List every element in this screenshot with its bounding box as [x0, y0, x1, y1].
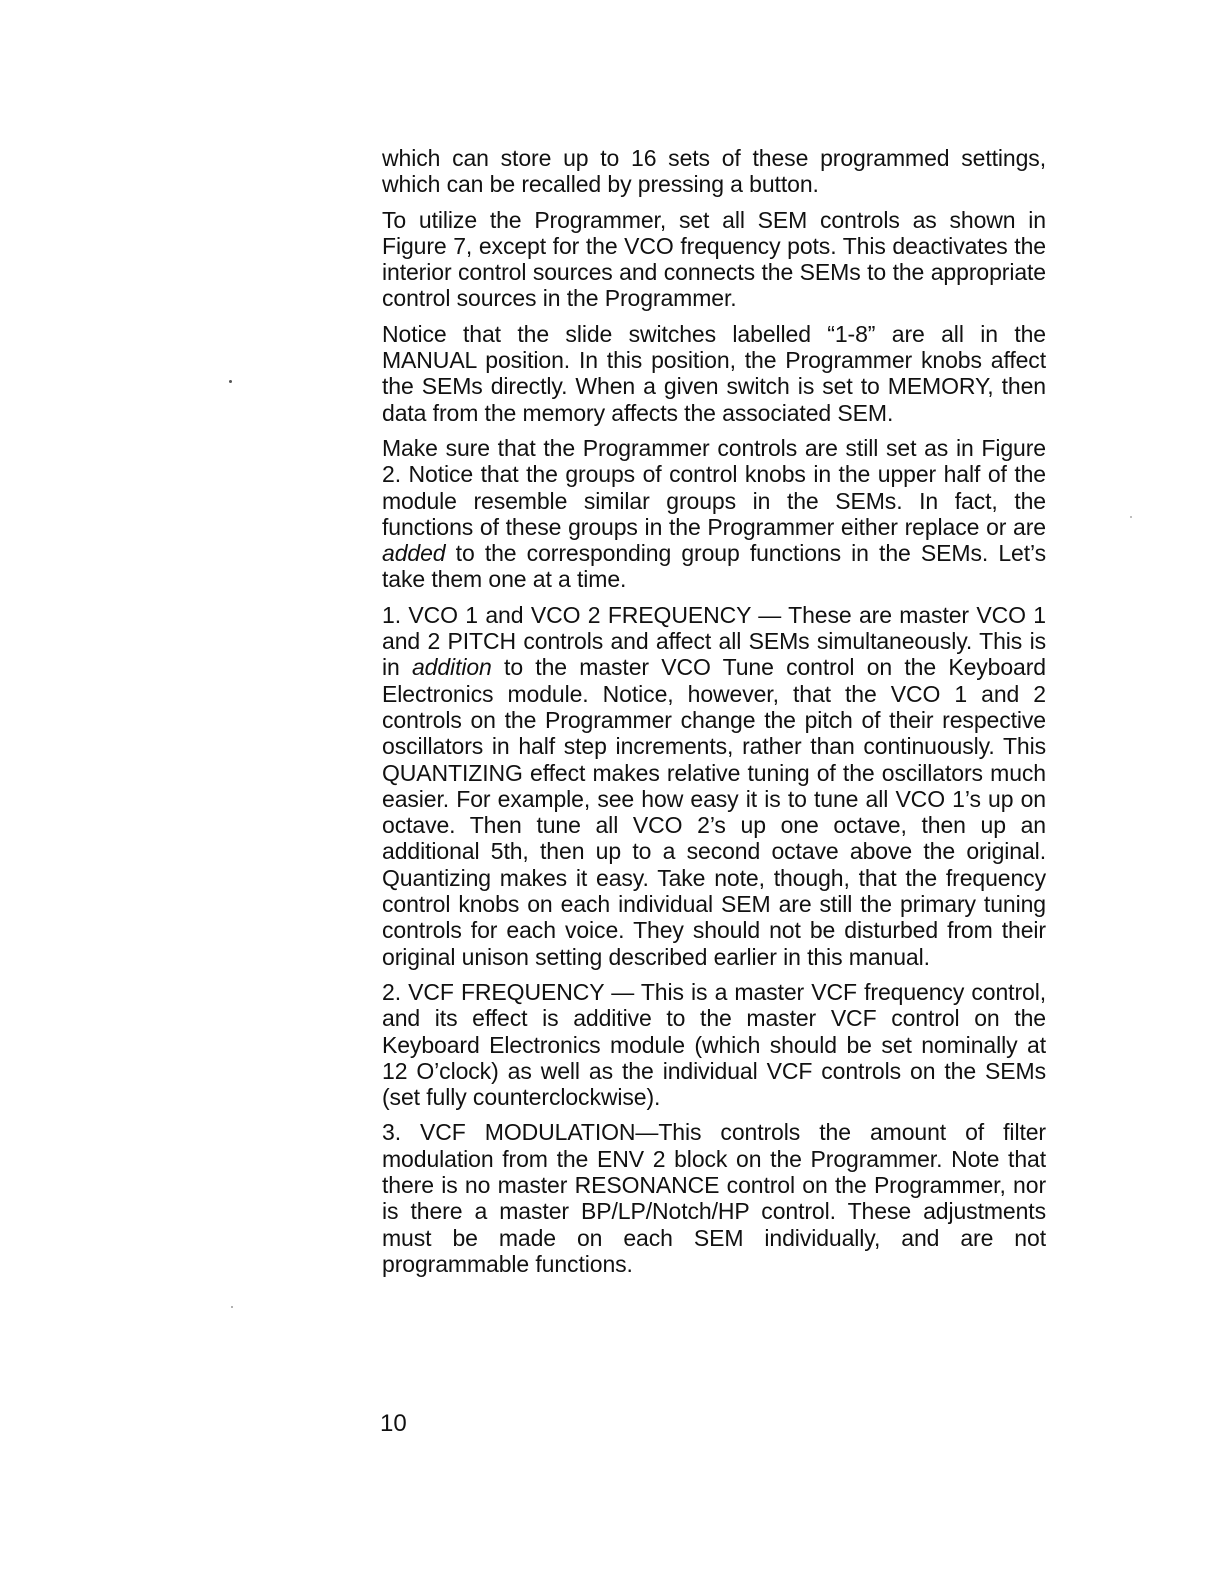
- paragraph-utilize-programmer: To utilize the Programmer, set all SEM controls as shown in Figure 7, except for the VCO frequency pots. This deactivates the interior control sources and connects the SEMs to the appropriate control sources in the Programmer.: [382, 206, 1046, 312]
- paragraph-vco-frequency: [382, 602, 1046, 970]
- page-number: 10: [380, 1410, 407, 1437]
- paragraph-programmer-controls-text-b: to the corresponding group functions in the SEMs. Let’s take them one at a time.: [382, 540, 1046, 593]
- text-column: [382, 145, 1046, 1286]
- paragraph-slide-switches: Notice that the slide switches labelled “1-8” are all in the MANUAL position. In this position, the Programmer knobs affect the SEMs directly. When a given switch is set to MEMORY, then data from the memory affects the associated SEM.: [382, 320, 1046, 426]
- paragraph-programmer-controls: [382, 435, 1046, 593]
- scan-speck: [1130, 516, 1132, 518]
- scan-speck: [231, 1306, 233, 1308]
- emphasis-added: added: [382, 540, 446, 567]
- paragraph-vcf-modulation: 3. VCF MODULATION—This controls the amount of filter modulation from the ENV 2 block on the Programmer. Note that there is no master RESONANCE control on the Programmer, nor is there a master BP/LP/Notch/HP control. These adjustments must be made on each SEM individually, and are not programmable functions.: [382, 1119, 1046, 1277]
- paragraph-vco-frequency-text-b: to the master VCO Tune control on the Keyboard Electronics module. Notice, however, that the VCO 1 and 2 controls on the Programmer change the pitch of their respective oscillators in half step increments, rather than continuously. This QUANTIZING effect makes relative tuning of the oscillators much easier. For example, see how easy it is to tune all VCO 1’s up on octave. Then tune all VCO 2’s up one octave, then up an additional 5th, then up to a second octave above the original. Quantizing makes it easy. Take note, though, that the frequency control knobs on each individual SEM are still the primary tuning controls for each voice. They should not be disturbed from their original unison setting described earlier in this manual.: [382, 654, 1046, 970]
- paragraph-vcf-frequency: 2. VCF FREQUENCY — This is a master VCF frequency control, and its effect is additive to the master VCF control on the Keyboard Electronics module (which should be set nominally at 12 O’clock) as well as the individual VCF controls on the SEMs (set fully counterclockwise).: [382, 978, 1046, 1111]
- paragraph-storage: which can store up to 16 sets of these programmed settings, which can be recalled by pressing a button.: [382, 145, 1046, 198]
- paragraph-vco-frequency-text-a: 1. VCO 1 and VCO 2 FREQUENCY — These are master VCO 1 and 2 PITCH controls and affect all SEMs simultaneously. This is in: [382, 601, 1046, 681]
- emphasis-addition: addition: [411, 654, 492, 681]
- paragraph-programmer-controls-text-a: Make sure that the Programmer controls are still set as in Figure 2. Notice that the groups of control knobs in the upper half of the module resemble similar groups in the SEMs. In fact, the functions of these groups in the Programmer either replace or are: [382, 434, 1046, 540]
- scan-speck: [229, 380, 232, 383]
